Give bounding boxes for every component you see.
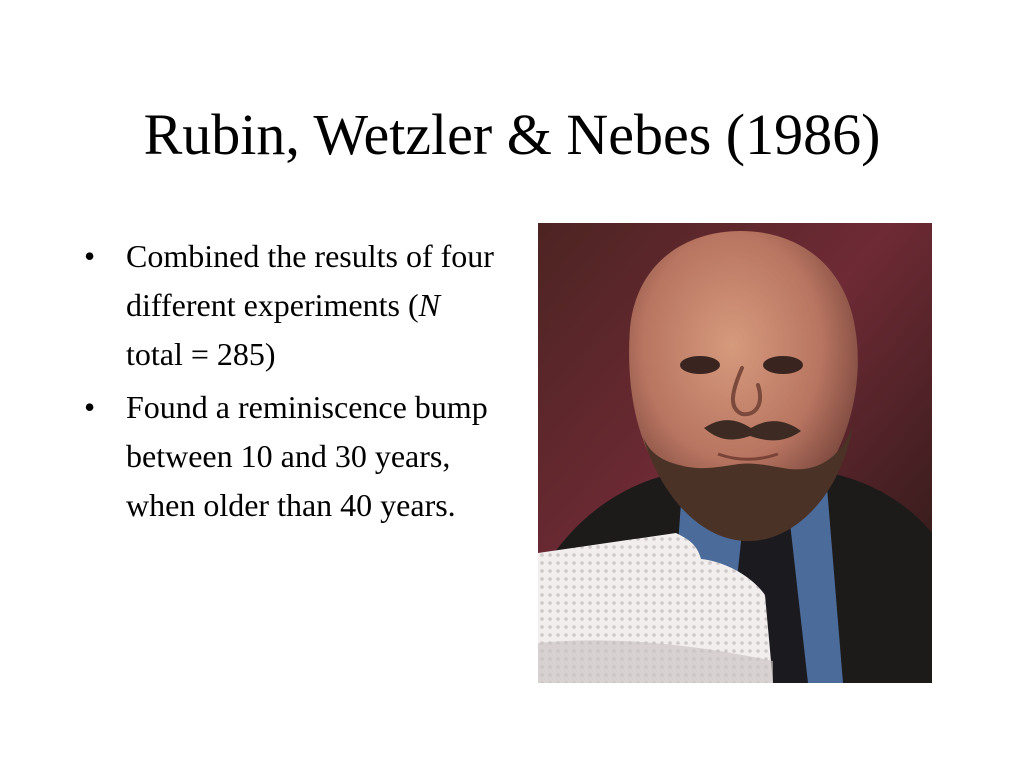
portrait-photo	[538, 223, 932, 683]
bullet-item-reminiscence-bump	[84, 383, 504, 530]
bullet-marker: •	[84, 389, 96, 425]
bullet-text-part-2: total = 285)	[126, 336, 276, 372]
slide-title: Rubin, Wetzler & Nebes (1986)	[143, 102, 881, 167]
bullet-item-combined-results	[84, 232, 504, 379]
bullet-text-part-1: Combined the results of four different experiments (	[126, 238, 494, 323]
bullet-marker: •	[84, 238, 96, 274]
bullet-list	[84, 232, 504, 534]
right-eye	[763, 356, 803, 374]
bullet-n-italic: N	[418, 287, 440, 323]
bullet-text: Found a reminiscence bump between 10 and 30 years, when older than 40 years.	[126, 389, 488, 523]
left-eye	[680, 356, 720, 374]
